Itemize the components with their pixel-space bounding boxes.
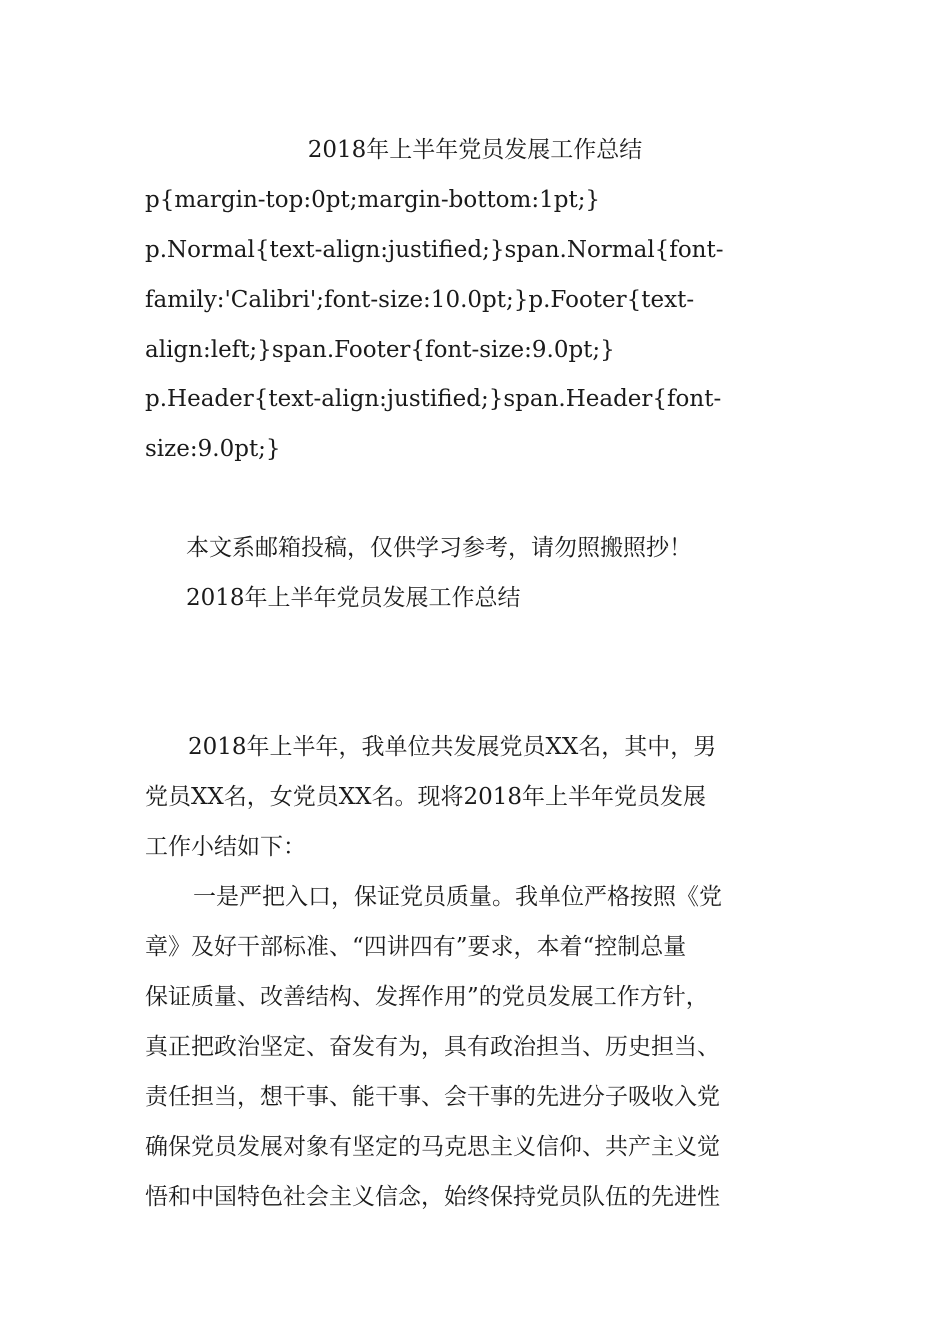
body-line: 保证质量、改善结构、发挥作用”的党员发展工作方针， [145, 984, 709, 1010]
body-line: 悟和中国特色社会主义信念，始终保持党员队伍的先进性 [145, 1184, 720, 1210]
css-text-line: p.Normal{text-align:justified;}span.Normal{font- [145, 237, 724, 263]
document-title: 2018年上半年党员发展工作总结 [307, 137, 643, 163]
css-text-line: size:9.0pt;} [145, 436, 281, 462]
body-line: 一是严把入口，保证党员质量。我单位严格按照《党 [193, 884, 722, 910]
css-text-line: p.Header{text-align:justified;}span.Header{font- [145, 386, 722, 412]
body-line: 2018年上半年，我单位共发展党员XX名，其中，男 [188, 734, 717, 760]
body-line: 责任担当，想干事、能干事、会干事的先进分子吸收入党 [145, 1084, 720, 1110]
notice-text: 本文系邮箱投稿，仅供学习参考，请勿照搬照抄！ [186, 535, 692, 561]
body-line: 确保党员发展对象有坚定的马克思主义信仰、共产主义觉 [145, 1134, 720, 1160]
body-line: 真正把政治坚定、奋发有为，具有政治担当、历史担当、 [145, 1034, 720, 1060]
css-text-line: family:'Calibri';font-size:10.0pt;}p.Footer{text- [145, 287, 695, 313]
body-line: 党员XX名，女党员XX名。现将2018年上半年党员发展 [145, 784, 707, 810]
body-line: 章》及好干部标准、“四讲四有”要求，本着“控制总量 [145, 934, 687, 960]
subtitle-text: 2018年上半年党员发展工作总结 [186, 585, 521, 611]
css-text-line: p{margin-top:0pt;margin-bottom:1pt;} [145, 187, 601, 213]
body-line: 工作小结如下： [145, 834, 306, 860]
css-text-line: align:left;}span.Footer{font-size:9.0pt;} [145, 337, 615, 363]
